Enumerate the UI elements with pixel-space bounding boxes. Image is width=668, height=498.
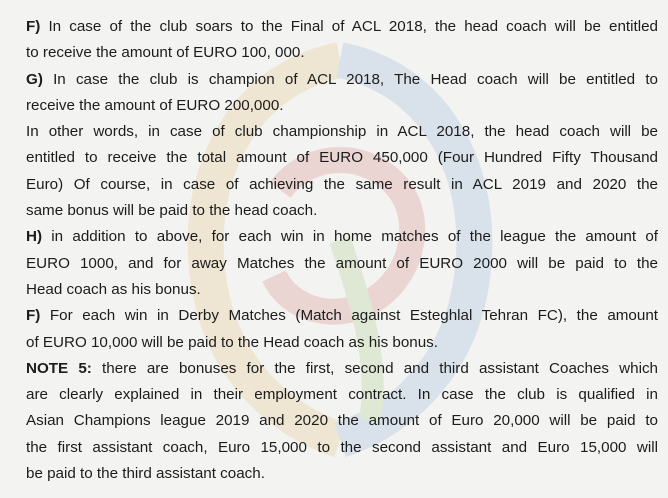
text-line xyxy=(26,382,658,408)
line-text: Asian Champions league 2019 and 2020 the amount of Euro 20,000 will be paid to xyxy=(26,412,658,430)
text-line xyxy=(26,330,658,356)
line-text: to receive the amount of EURO 100, 000. xyxy=(26,44,305,62)
text-line xyxy=(26,303,658,329)
text-line xyxy=(26,14,658,40)
line-text: the first assistant coach, Euro 15,000 to the second assistant and Euro 15,000 will xyxy=(26,438,658,456)
line-text: be paid to the third assistant coach. xyxy=(26,465,265,483)
text-line xyxy=(26,356,658,382)
text-line xyxy=(26,172,658,198)
line-text: are clearly explained in their employment contract. In case the club is qualified in xyxy=(26,386,658,404)
line-text: of EURO 10,000 will be paid to the Head coach as his bonus. xyxy=(26,333,438,351)
text-line xyxy=(26,461,658,487)
line-text: For each win in Derby Matches (Match against Esteghlal Tehran FC), the amount xyxy=(40,307,658,325)
line-text: entitled to receive the total amount of EURO 450,000 (Four Hundred Fifty Thousand xyxy=(26,149,658,167)
clause-label: F) xyxy=(26,18,41,35)
text-line xyxy=(26,145,658,171)
line-text: same bonus will be paid to the head coach. xyxy=(26,202,318,220)
line-text: in addition to above, for each win in home matches of the league the amount of xyxy=(42,228,658,246)
line-text: Head coach as his bonus. xyxy=(26,280,201,298)
text-line xyxy=(26,67,658,93)
text-line xyxy=(26,251,658,277)
clause-label: F) xyxy=(26,307,41,325)
text-line xyxy=(26,277,658,303)
text-line xyxy=(26,119,658,145)
line-text: In case the club is champion of ACL 2018, The Head coach will be entitled to xyxy=(42,70,658,88)
line-text: In other words, in case of club championship in ACL 2018, the head coach will be xyxy=(26,123,658,141)
line-text: Euro) Of course, in case of achieving the same result in ACL 2019 and 2020 the xyxy=(26,175,658,193)
line-text: there are bonuses for the first, second and third assistant Coaches which xyxy=(91,359,658,377)
text-line xyxy=(26,93,658,119)
line-text: In case of the club soars to the Final of ACL 2018, the head coach will be entitled xyxy=(40,18,658,35)
clause-label: H) xyxy=(26,228,43,246)
text-line xyxy=(26,40,658,66)
clause-label: NOTE 5: xyxy=(26,359,92,377)
text-line xyxy=(26,435,658,461)
text-line xyxy=(26,198,658,224)
text-line xyxy=(26,408,658,434)
document-body xyxy=(26,14,658,487)
text-line xyxy=(26,224,658,250)
line-text: EURO 1000, and for away Matches the amount of EURO 2000 will be paid to the xyxy=(26,254,658,272)
line-text: receive the amount of EURO 200,000. xyxy=(26,96,284,114)
clause-label: G) xyxy=(26,70,43,88)
